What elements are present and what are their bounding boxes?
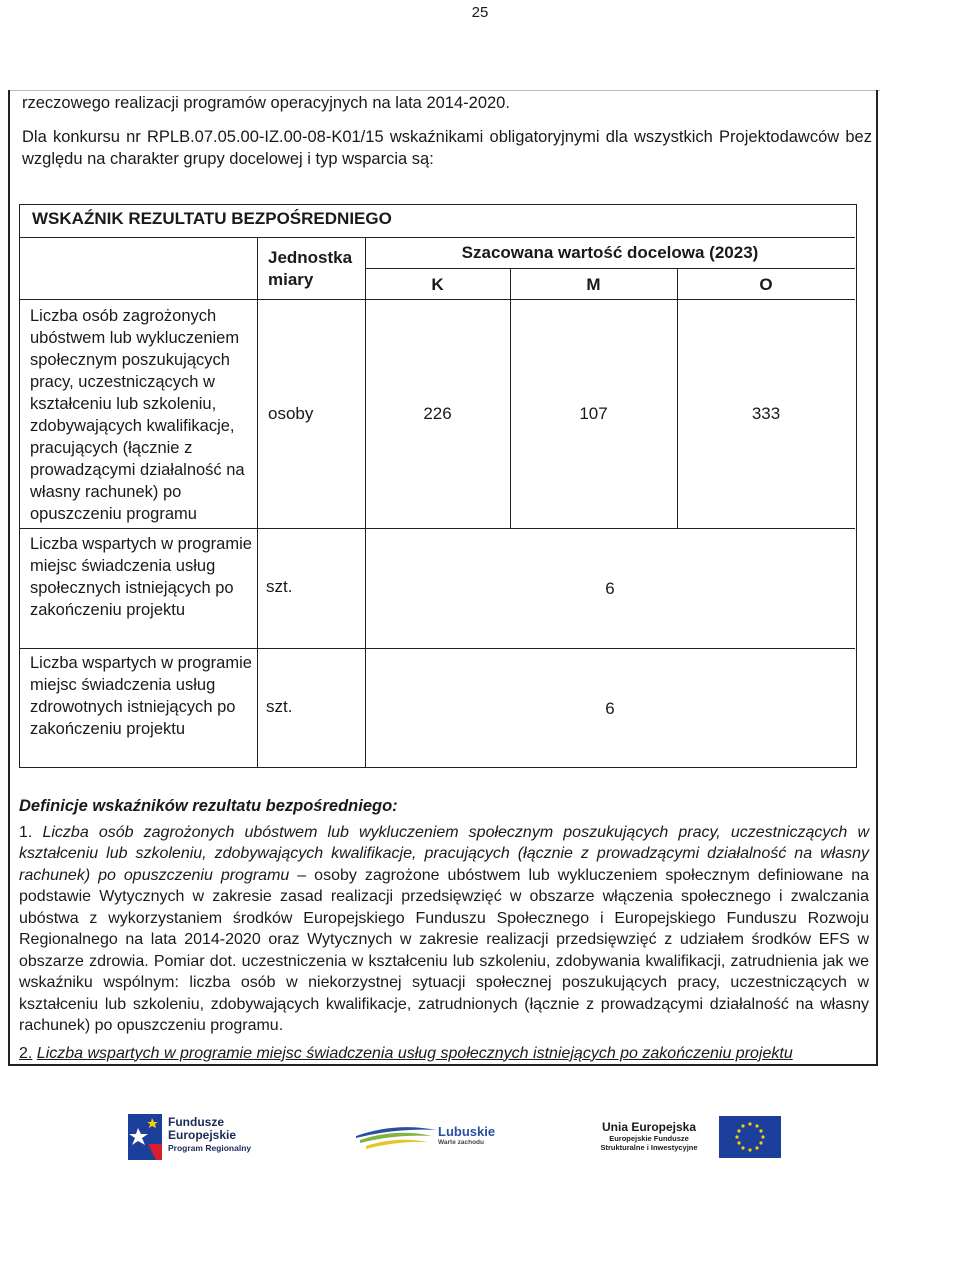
intro-line-1 [22, 92, 872, 114]
definition-1-text: – osoby zagrożone ubóstwem lub wykluczeniem społecznym definiowane na podstawie Wytycznych w zakresie zasad realizacji przedsięwzięć w obszarze włączenia społecznego i zwalczania ubóstwa z wykorzystaniem środków Europejskiego Funduszu Społecznego i Europejskiego Funduszu Rozwoju Regionalnego na lata 2014-2020 oraz Wytycznych w zakresie realizacji przedsięwzięć z udziałem środków EFS w obszarze zdrowia. Pomiar dot. uczestniczenia w kształceniu lub szkoleniu, zdobywania kwalifikacji, zatrudnienia jak we wskaźniku wspólnym: liczba osób w niekorzystnej sytuacji społecznej poszukujących pracy, uczestniczących w kształceniu lub szkoleniu, zdobywających kwalifikacje, zatrudnionych (łącznie z prowadzącymi działalność na własny rachunek) po opuszczeniu programu. [19, 866, 869, 1034]
table-rule [20, 648, 855, 649]
row-2-total: 6 [605, 579, 615, 598]
table-rule [365, 237, 366, 767]
table-rule [20, 237, 855, 238]
row-3-total: 6 [605, 699, 615, 718]
eu-flag-icon [719, 1116, 781, 1158]
row-1-k: 226 [423, 404, 452, 423]
lubuskie-wave-icon [356, 1118, 436, 1158]
definition-1-number: 1. [19, 823, 33, 841]
intro-line-2 [22, 126, 872, 170]
header-o: O [759, 275, 773, 294]
row-2-description: Liczba wspartych w programie miejsc świadczenia usług społecznych istniejących po zakończeniu projektu [30, 535, 252, 619]
table-rule [365, 268, 855, 269]
row-3-description: Liczba wspartych w programie miejsc świadczenia usług zdrowotnych istniejących po zakończeniu projektu [30, 654, 252, 738]
header-m: M [586, 275, 601, 294]
ue-line-3: Strukturalne i Inwestycyjne [600, 1143, 698, 1152]
table-title: WSKAŹNIK REZULTATU BEZPOŚREDNIEGO [32, 209, 392, 228]
ue-line-2: Europejskie Fundusze [609, 1134, 689, 1143]
table-rule [677, 268, 678, 528]
header-k: K [431, 275, 444, 294]
row-3-unit: szt. [266, 697, 293, 716]
definitions-section [19, 796, 869, 1064]
fe-line-2: Europejskie [168, 1128, 237, 1142]
table-rule [20, 528, 855, 529]
table-rule [20, 299, 855, 300]
intro-text-2: Dla konkursu nr RPLB.07.05.00-IZ.00-08-K01/15 wskaźnikami obligatoryjnymi dla wszystkich Projektodawców bez względu na charakter grupy docelowej i typ wsparcia są: [22, 128, 872, 168]
definition-2-number: 2. [19, 1044, 33, 1062]
lubuskie-logo [356, 1118, 506, 1158]
row-1-description: Liczba osób zagrożonych ubóstwem lub wykluczeniem społecznym poszukujących pracy, uczestniczących w kształceniu lub szkoleniu, zdobywających kwalifikacje, pracujących (łącznie z prowadzącymi działalność na własny rachunek) po opuszczeniu programu [30, 307, 245, 523]
ue-line-1: Unia Europejska [601, 1120, 697, 1134]
lubuskie-tagline: Warte zachodu [438, 1139, 484, 1146]
definition-1-term: Liczba osób zagrożonych ubóstwem lub wykluczeniem społecznym poszukujących pracy, uczestniczących w kształceniu lub szkoleniu, zdobywających kwalifikacje, pracujących (łącznie z prowadzącymi działalność na własny rachunek) po opuszczeniu programu [19, 823, 870, 884]
intro-text-1: rzeczowego realizacji programów operacyjnych na lata 2014-2020. [22, 94, 510, 112]
definition-1 [19, 822, 869, 1037]
row-1-m: 107 [579, 404, 608, 423]
fe-line-3: Program Regionalny [168, 1143, 252, 1153]
row-2-unit: szt. [266, 577, 293, 596]
table-rule [510, 268, 511, 528]
table-rule [257, 237, 258, 767]
indicator-table [19, 204, 857, 768]
header-target: Szacowana wartość docelowa (2023) [461, 243, 759, 262]
page-number: 25 [471, 4, 489, 21]
header-unit: Jednostka miary [268, 248, 353, 289]
definition-2-term: Liczba wspartych w programie miejsc świadczenia usług społecznych istniejących po zakończeniu projektu [36, 1044, 793, 1062]
logo-footer [0, 1108, 960, 1168]
row-1-unit: osoby [268, 404, 314, 423]
unia-europejska-logo [585, 1116, 785, 1162]
fe-line-1: Fundusze [168, 1115, 224, 1129]
row-1-o: 333 [751, 404, 781, 423]
definition-2 [19, 1043, 869, 1065]
fe-star-icon [128, 1114, 162, 1160]
lubuskie-name: Lubuskie [438, 1124, 496, 1139]
definitions-title: Definicje wskaźników rezultatu bezpośredniego: [19, 797, 398, 815]
fundusze-europejskie-logo [128, 1114, 268, 1164]
